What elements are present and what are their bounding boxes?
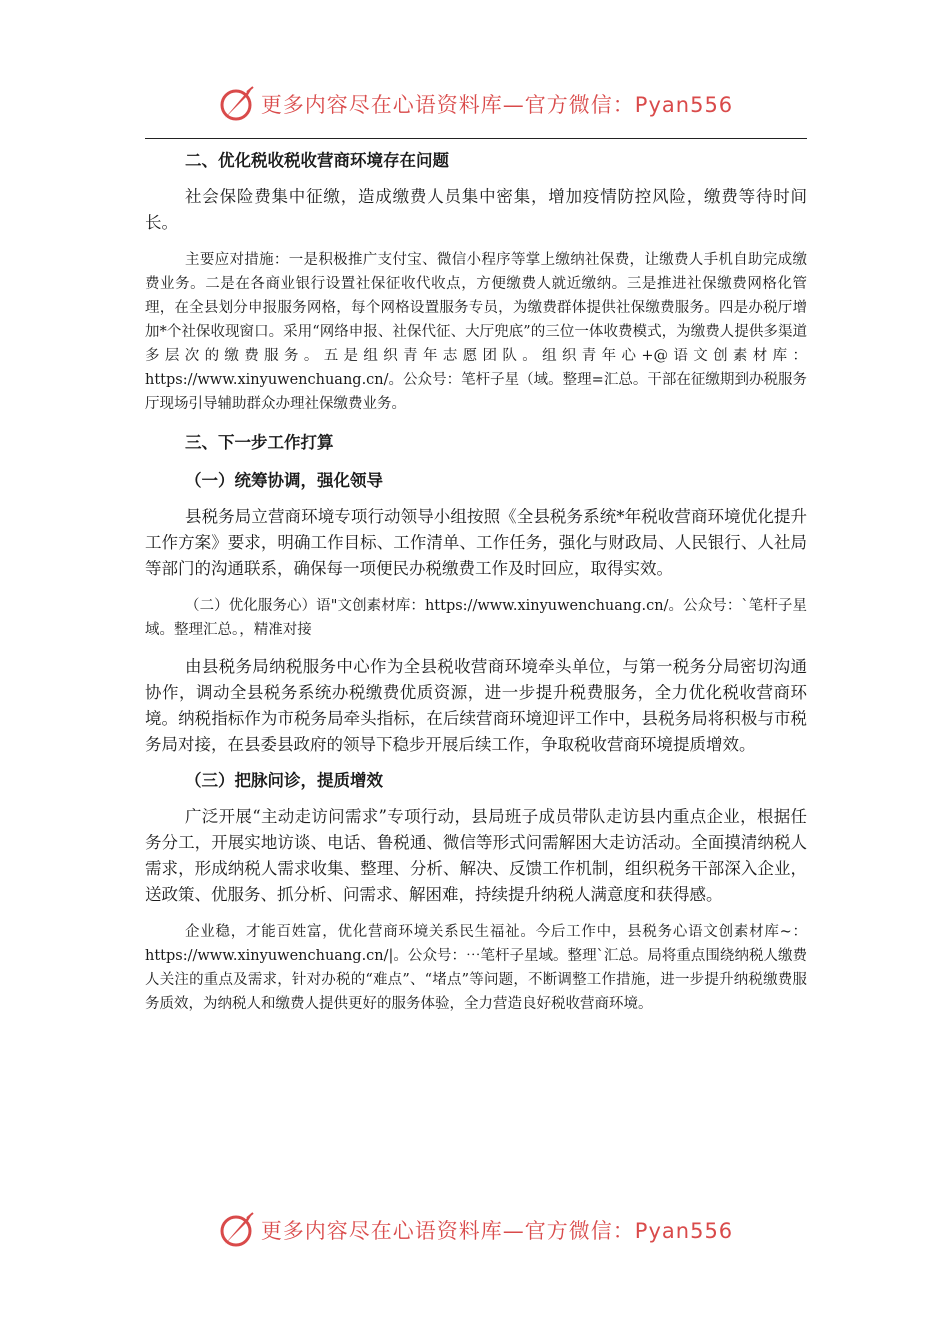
section-2-paragraph-2: 主要应对措施：一是积极推广支付宝、微信小程序等掌上缴纳社保费，让缴费人手机自助完成缴费业务。二是在各商业银行设置社保征收代收点，方便缴费人就近缴纳。三是推进社保缴费网格化管理，在全县划分申报服务网格，每个网格设置服务专员，为缴费群体提供社保缴费服务。四是办税厅增加*个社保收现窗口。采用“网络申报、社保代征、大厅兜底”的三位一体收费模式，为缴费人提供多渠道多层次的缴费服务。五是组织青年志愿团队。组织青年心+@语文创素材库：https://www.xinyuwenchuang.cn/。公众号：笔杆子星（域。整理=汇总。干部在征缴期到办税服务厅现场引导辅助群众办理社保缴费业务。 (145, 252, 807, 412)
section-2-paragraph-1: 社会保险费集中征缴，造成缴费人员集中密集，增加疫情防控风险，缴费等待时间长。 (145, 187, 807, 232)
banner-text: 更多内容尽在心语资料库—官方微信：Pyan556 (260, 1219, 734, 1243)
section-3-2-title: （二）优化服务心）语"文创素材库：https://www.xinyuwenchuang.cn/。公众号：`笔杆子星域。整理汇总。，精准对接 (145, 598, 807, 638)
section-3-1-paragraph: 县税务局立营商环境专项行动领导小组按照《全县税务系统*年税收营商环境优化提升工作方案》要求，明确工作目标、工作清单、工作任务，强化与财政局、人民银行、人社局等部门的沟通联系，确保每一项便民办税缴费工作及时回应，取得实效。 (145, 507, 807, 578)
section-3-title: 三、下一步工作打算 (185, 433, 334, 452)
closing-paragraph: 企业稳，才能百姓富，优化营商环境关系民生福祉。今后工作中，县税务心语文创素材库~：https://www.xinyuwenchuang.cn/|。公众号：⋯笔杆子星域。整理`汇总。局将重点围绕纳税人缴费人关注的重点及需求，针对办税的“难点”、“堵点”等问题，不断调整工作措施，进一步提升纳税缴费服务质效，为纳税人和缴费人提供更好的服务体验，全力营造良好税收营商环境。 (145, 924, 807, 1012)
section-3-3-title: （三）把脉问诊，提质增效 (185, 771, 383, 790)
document-body (145, 146, 807, 1016)
footer-banner (0, 1208, 950, 1252)
quill-circle-logo-icon (217, 1210, 257, 1250)
section-3-1-title: （一）统筹协调，强化领导 (185, 471, 383, 490)
header-divider (145, 138, 807, 139)
header-banner (0, 82, 950, 126)
quill-circle-logo-icon (217, 84, 257, 124)
section-2-title: 二、优化税收税收营商环境存在问题 (185, 151, 449, 170)
section-3-2-paragraph: 由县税务局纳税服务中心作为全县税收营商环境牵头单位，与第一税务分局密切沟通协作，调动全县税务系统办税缴费优质资源，进一步提升税费服务，全力优化税收营商环境。纳税指标作为市税务局牵头指标，在后续营商环境迎评工作中，县税务局将积极与市税务局对接，在县委县政府的领导下稳步开展后续工作，争取税收营商环境提质增效。 (145, 657, 807, 754)
section-3-3-paragraph: 广泛开展“主动走访问需求”专项行动，县局班子成员带队走访县内重点企业，根据任务分工，开展实地访谈、电话、鲁税通、微信等形式问需解困大走访活动。全面摸清纳税人需求，形成纳税人需求收集、整理、分析、解决、反馈工作机制，组织税务干部深入企业，送政策、优服务、抓分析、问需求、解困难，持续提升纳税人满意度和获得感。 (145, 807, 807, 904)
banner-text: 更多内容尽在心语资料库—官方微信：Pyan556 (260, 93, 734, 117)
